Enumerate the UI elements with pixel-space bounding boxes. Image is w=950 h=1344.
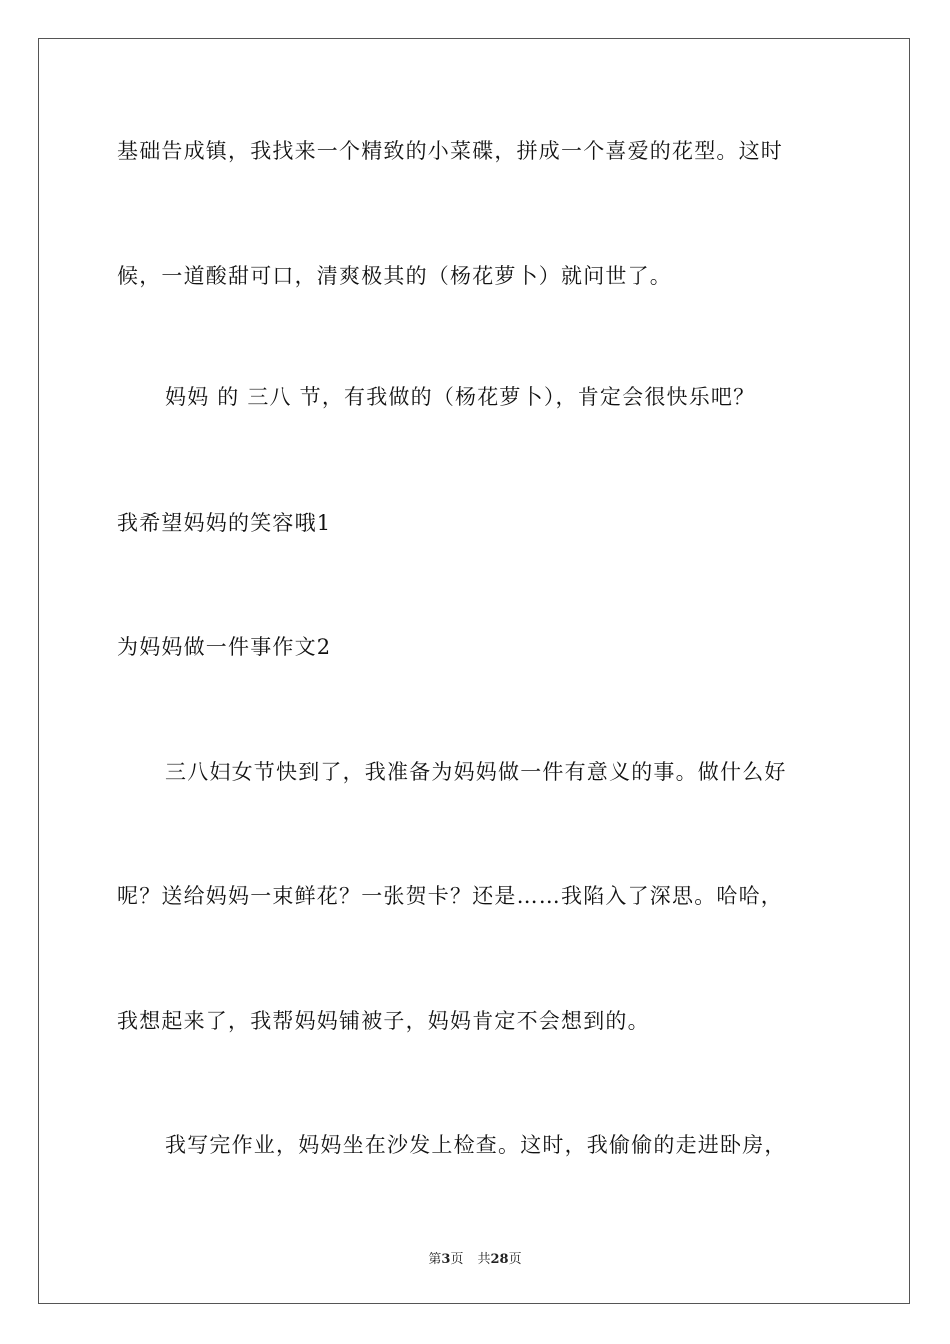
paragraph-line-6: 三八妇女节快到了，我准备为妈妈做一件有意义的事。做什么好 bbox=[165, 760, 787, 784]
footer-page-current: 3 bbox=[441, 1252, 451, 1267]
paragraph-line-1: 基础告成镇，我找来一个精致的小菜碟，拼成一个喜爱的花型。这时 bbox=[117, 139, 783, 163]
paragraph-line-8: 我想起来了，我帮妈妈铺被子，妈妈肯定不会想到的。 bbox=[117, 1009, 650, 1033]
page-border bbox=[38, 38, 910, 1304]
paragraph-line-9: 我写完作业，妈妈坐在沙发上检查。这时，我偷偷的走进卧房， bbox=[165, 1133, 787, 1157]
paragraph-line-2: 候，一道酸甜可口，清爽极其的（杨花萝卜）就问世了。 bbox=[117, 264, 672, 288]
paragraph-line-3: 妈妈 的 三八 节，有我做的（杨花萝卜），肯定会很快乐吧？ bbox=[165, 385, 756, 409]
footer-total-suffix: 页 bbox=[508, 1252, 522, 1267]
page-footer bbox=[0, 1248, 950, 1267]
footer-page-prefix: 第 bbox=[428, 1252, 442, 1267]
section-heading: 为妈妈做一件事作文2 bbox=[117, 635, 332, 659]
paragraph-line-4: 我希望妈妈的笑容哦1 bbox=[117, 511, 332, 535]
footer-page-total: 28 bbox=[490, 1252, 509, 1267]
paragraph-line-7: 呢？送给妈妈一束鲜花？一张贺卡？还是……我陷入了深思。哈哈， bbox=[117, 884, 783, 908]
footer-total-prefix: 共 bbox=[477, 1252, 491, 1267]
footer-page-suffix: 页 bbox=[450, 1252, 464, 1267]
